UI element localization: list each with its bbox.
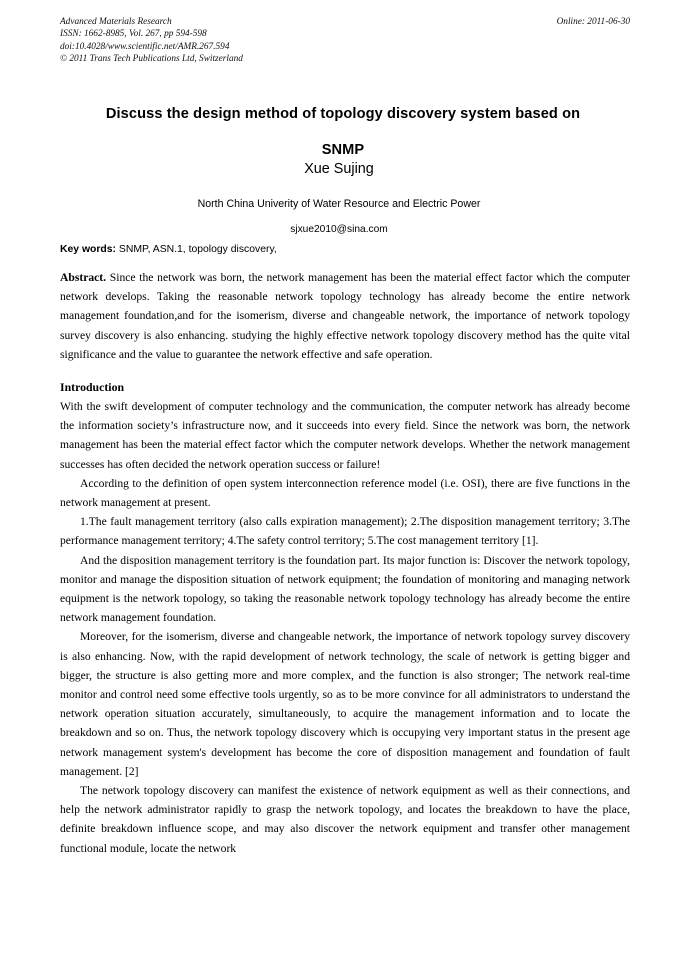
- publication-header-row: [60, 16, 630, 66]
- online-date: Online: 2011-06-30: [556, 17, 630, 27]
- page-title-line-1: Discuss the design method of topology discovery system based on: [105, 105, 581, 122]
- abstract-label: Abstract.: [60, 271, 107, 284]
- keywords-label: Key words:: [60, 244, 117, 255]
- journal-name: Advanced Materials Research: [60, 17, 172, 27]
- author-email: sjxue2010@sina.com: [290, 224, 388, 235]
- paragraph-intro-1: With the swift development of computer technology and the communication, the computer network has already become the information society’s infrastructure now, and it succeeds into every field. Since the network was born, the network management has been the material effect factor which the computer network develops. Whether the network management successes has often decided the network operation success or failure!: [60, 400, 630, 471]
- keywords-value: SNMP, ASN.1, topology discovery,: [116, 244, 277, 255]
- paragraph-intro-5: Moreover, for the isomerism, diverse and changeable network, the importance of network topology survey discovery is also enhancing. Now, with the rapid development of network technology, the scale of network is getting bigger and bigger, the structure is also getting more and more complex, and the function is also stronger; The network real-time monitor and control need some effective tools urgently, so as to be more convince for all administrators to understand the network operation situation accurately, simultaneously, to acquire the management information and to locate the breakdown and so on. Thus, the network topology discovery which is occupying very important status in the present age network management system's development has become the core of disposition management and foundation of fault management. [2]: [60, 630, 630, 778]
- author-name: Xue Sujing: [304, 161, 374, 177]
- publication-header-left: [60, 16, 243, 66]
- publication-header: [60, 16, 630, 66]
- page-title-line-2: SNMP: [321, 141, 365, 158]
- copyright-line: © 2011 Trans Tech Publications Ltd, Switzerland: [60, 54, 243, 65]
- doi-line: doi:10.4028/www.scientific.net/AMR.267.594: [60, 41, 230, 52]
- abstract-text: Since the network was born, the network management has been the material effect factor which the computer network develops. Taking the reasonable network topology technology has already become the entire network management foundation,and for the isomerism, diverse and changeable network, the importance of network topology survey discovery is also enhancing. studying the highly effective network topology discovery method has the quite vital significance and the value to guarantee the network effective and safe operation.: [60, 271, 630, 361]
- body-column: [60, 241, 630, 858]
- page-title: [68, 96, 618, 168]
- author-affiliation: North China Univerity of Water Resource and Electric Power: [197, 198, 481, 210]
- issn-volume-pages: ISSN: 1662-8985, Vol. 267, pp 594-598: [60, 29, 207, 40]
- paragraph-intro-2: According to the definition of open system interconnection reference model (i.e. OSI), there are five functions in the network management at present.: [60, 476, 630, 510]
- abstract-paragraph: [60, 268, 630, 364]
- paragraph-intro-3: 1.The fault management territory (also calls expiration management); 2.The disposition management territory; 3.The performance management territory; 4.The safety control territory; 5.The cost management territory [1].: [60, 515, 630, 548]
- paragraph-intro-6: The network topology discovery can manifest the existence of network equipment as well as their connections, and help the network administrator rapidly to grasp the network topology, and locates the breakdown to have the place, definite breakdown influence scope, and may also discover the network equipment and transfer other management functional module, locate the network: [60, 784, 630, 855]
- section-heading-introduction: Introduction: [60, 380, 125, 395]
- paragraph-intro-4: And the disposition management territory is the foundation part. Its major function is: Discover the network topology, monitor and manage the disposition situation of network equipment; the foundation of monitoring and managing network equipment is the network topology, so taking the reasonable network topology technology has already become the entire network management foundation.: [60, 553, 630, 625]
- keywords-line: [60, 241, 630, 258]
